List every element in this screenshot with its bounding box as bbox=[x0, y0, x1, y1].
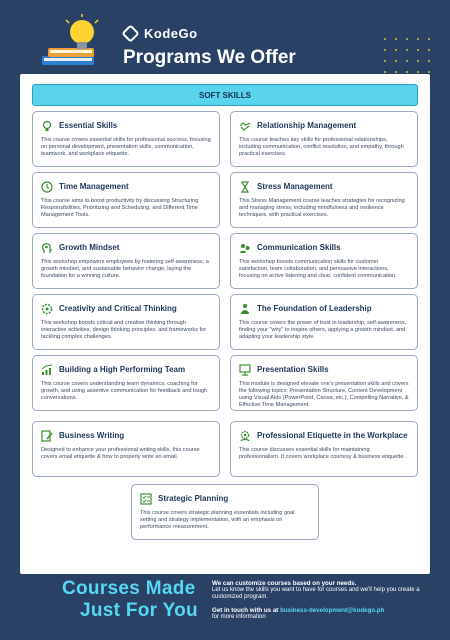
contact-prefix: Get in touch with us at bbox=[212, 607, 279, 614]
course-card-time-management bbox=[32, 172, 220, 228]
course-card-professional-etiquette bbox=[230, 421, 418, 477]
footer-info bbox=[212, 580, 440, 621]
pencil-document-icon bbox=[41, 430, 53, 442]
course-title: Essential Skills bbox=[59, 121, 118, 130]
course-card-creativity-critical-thinking bbox=[32, 294, 220, 350]
course-description: This Stress Management course teaches strategies for recognizing and managing stress, including mindfulness and resilience techniques, with practical exercises. bbox=[239, 198, 405, 218]
customize-line: We can customize courses based on your needs. bbox=[212, 580, 357, 587]
people-talking-icon bbox=[239, 242, 251, 254]
course-card-high-performing-team bbox=[32, 355, 220, 411]
head-gears-icon bbox=[41, 242, 53, 254]
dot-pattern-decoration bbox=[382, 36, 432, 78]
brand-name: KodeGo bbox=[144, 26, 198, 41]
course-description: This course covers strategic planning essentials including goal setting and strategy implementation, with an emphasis on performance measurement. bbox=[140, 510, 295, 530]
course-description: This course covers the power of trust in leadership, self-awareness, finding your "why" to inspire others, applying a growth mindset, and adapting your leadership style. bbox=[239, 320, 407, 340]
course-description: This course aims to boost productivity by discussing Structuring Responsibilities, Prioritizing and Scheduling, and Different Time Management Tools. bbox=[41, 198, 199, 218]
page-title: Programs We Offer bbox=[123, 47, 296, 68]
chart-up-icon bbox=[41, 364, 53, 376]
footer-headline-line2: Just For You bbox=[80, 600, 198, 621]
course-title: Strategic Planning bbox=[158, 494, 229, 503]
section-label: SOFT SKILLS bbox=[199, 91, 251, 100]
section-header-soft-skills bbox=[32, 84, 418, 106]
lightbulb-books-illustration bbox=[40, 12, 120, 76]
course-card-foundation-of-leadership bbox=[230, 294, 418, 350]
course-description: This course teaches key skills for professional relationships, including communication, conflict resolution, and empathy, through practical exercises. bbox=[239, 137, 404, 157]
course-title: Communication Skills bbox=[257, 243, 341, 252]
course-title: Relationship Management bbox=[257, 121, 357, 130]
course-title: Time Management bbox=[59, 182, 129, 191]
course-card-presentation-skills bbox=[230, 355, 418, 411]
handshake-icon bbox=[239, 120, 251, 132]
header bbox=[0, 0, 450, 78]
hourglass-icon bbox=[239, 181, 251, 193]
course-title: Building a High Performing Team bbox=[59, 365, 186, 374]
course-card-stress-management bbox=[230, 172, 418, 228]
course-title: Professional Etiquette in the Workplace bbox=[257, 431, 408, 440]
presentation-icon bbox=[239, 364, 251, 376]
clock-icon bbox=[41, 181, 53, 193]
course-title: Growth Mindset bbox=[59, 243, 120, 252]
course-card-growth-mindset bbox=[32, 233, 220, 289]
course-sheet bbox=[20, 74, 430, 574]
course-title: Business Writing bbox=[59, 431, 125, 440]
course-description: This course discusses essential skills for maintaining professionalism. It covers workplace courtesy & business etiquette. bbox=[239, 447, 406, 460]
brand-logo bbox=[124, 26, 198, 41]
contact-email-link[interactable]: business-development@kodego.ph bbox=[280, 607, 385, 614]
idea-gear-icon bbox=[41, 303, 53, 315]
course-title: Presentation Skills bbox=[257, 365, 329, 374]
kodego-logo-icon bbox=[121, 24, 139, 42]
contact-suffix: for more information bbox=[212, 614, 266, 620]
lightbulb-icon bbox=[41, 120, 53, 132]
course-card-relationship-management bbox=[230, 111, 418, 167]
course-description: This course covers understanding team dynamics, coaching for growth, and using assertive communication for feedback and tough conversations. bbox=[41, 381, 208, 401]
course-description: This workshop boosts critical and creative thinking through interactive activities, design thinking principles, and frameworks for tackling complex challenges. bbox=[41, 320, 207, 340]
course-title: Stress Management bbox=[257, 182, 333, 191]
course-description: Designed to enhance your professional writing skills, this course covers email etiquette & how to properly write an email. bbox=[41, 447, 200, 460]
course-card-business-writing bbox=[32, 421, 220, 477]
team-gear-icon bbox=[239, 430, 251, 442]
course-description: This course covers essential skills for professional success, focusing on personal development, presentation skills, communication, teamwork, and workplace etiquette. bbox=[41, 137, 211, 157]
customize-detail: Let us know the skills you want to have for courses and we'll help you create a customized program. bbox=[212, 587, 420, 600]
course-card-essential-skills bbox=[32, 111, 220, 167]
course-description: This workshop empowers employees by fostering self-awareness, a growth mindset, and sustainable behavior change, laying the foundation for a winning culture. bbox=[41, 259, 209, 279]
course-title: The Foundation of Leadership bbox=[257, 304, 372, 313]
course-description: This module is designed elevate one's presentation skills and covers the following topics: Presentation Structure, Content Development using Visual Aids (PowerPoint, Canva, etc.), Compelling Narrative, & Effective Time Management. bbox=[239, 381, 409, 408]
checklist-icon bbox=[140, 493, 152, 505]
course-card-communication-skills bbox=[230, 233, 418, 289]
course-title: Creativity and Critical Thinking bbox=[59, 304, 177, 313]
footer-headline-line1: Courses Made bbox=[62, 578, 196, 599]
course-card-strategic-planning bbox=[131, 484, 319, 540]
leader-icon bbox=[239, 303, 251, 315]
course-description: This workshop boosts communication skills for customer satisfaction, team collaboration, and persuasive interactions, focusing on active listening and clear, confident communication. bbox=[239, 259, 397, 279]
